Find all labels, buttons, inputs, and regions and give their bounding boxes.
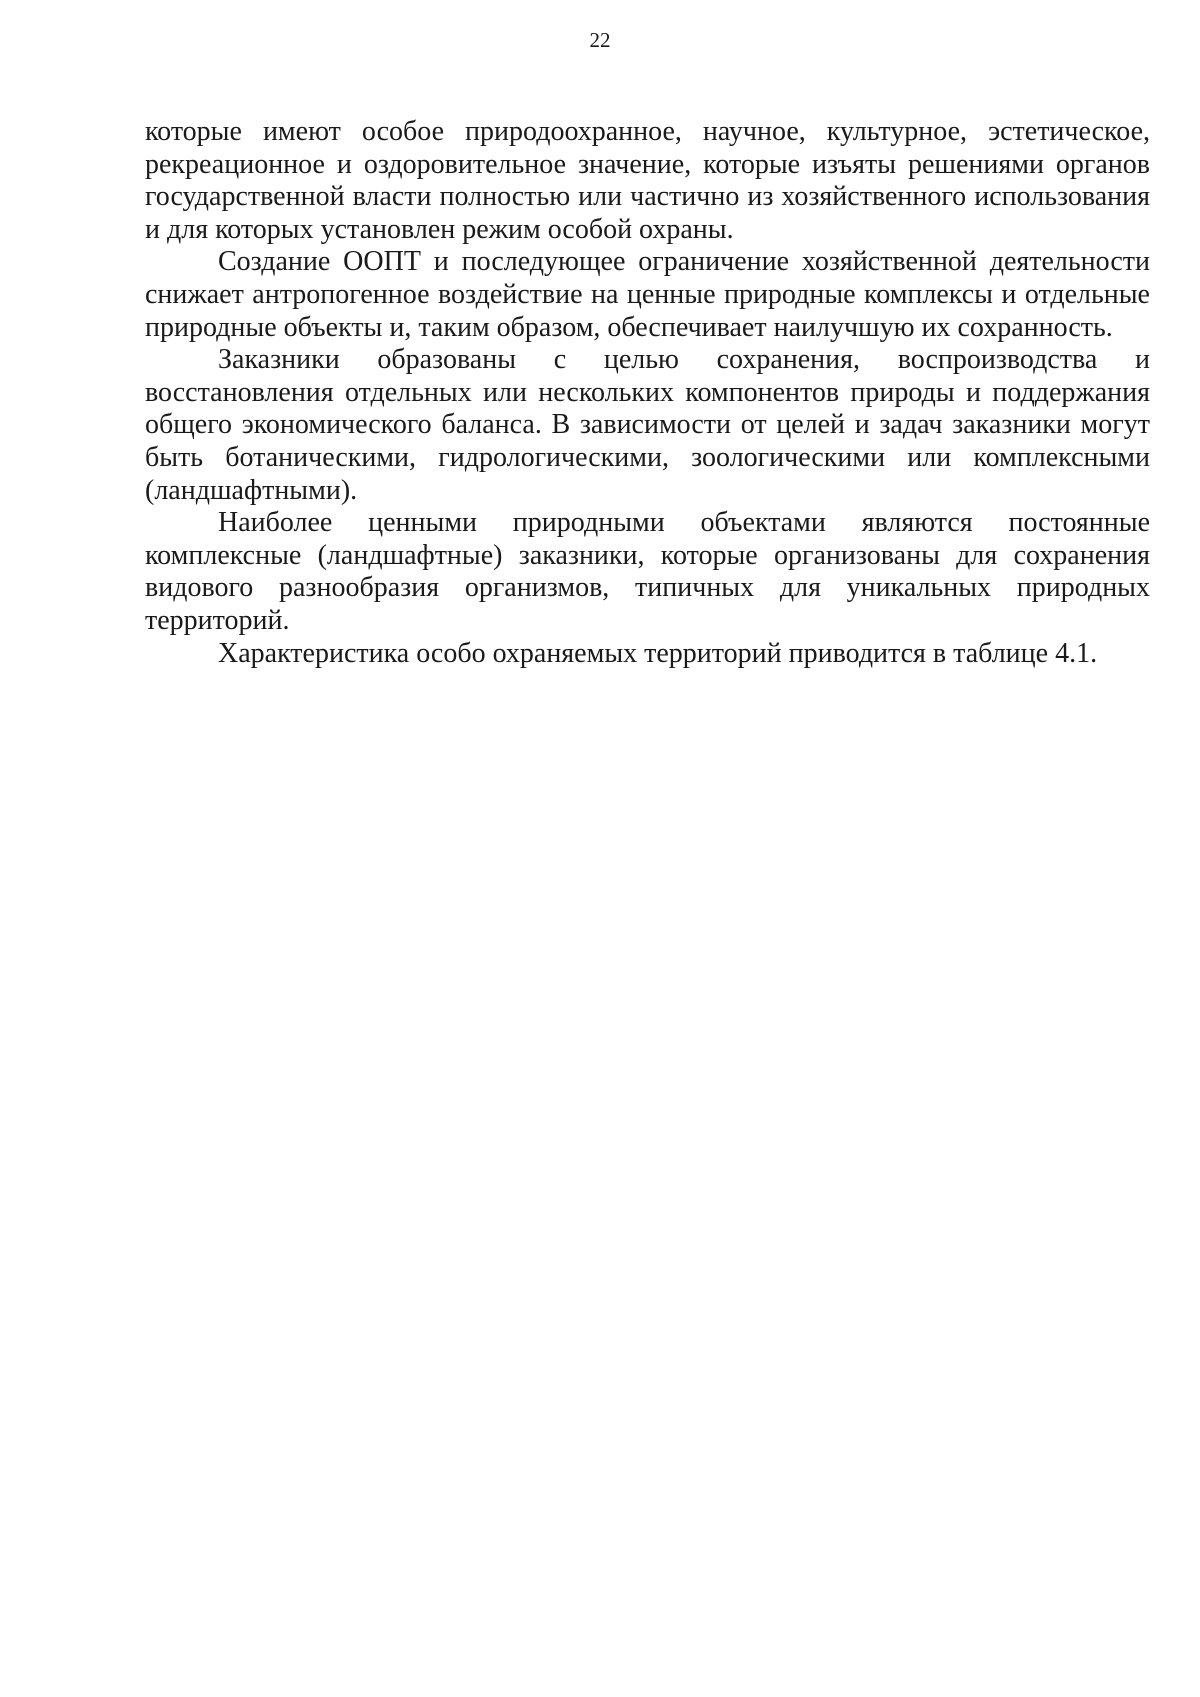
paragraph-5: Характеристика особо охраняемых территорий приводится в таблице 4.1. — [218, 637, 1098, 669]
paragraph-4: Наиболее ценными природными объектами являются постоянные комплексные (ландшафтные) заказники, которые организованы для сохранения видового разнообразия организмов, типичных для уникальных природных территорий. — [145, 507, 1150, 636]
paragraph-2: Создание ООПТ и последующее ограничение хозяйственной деятельности снижает антропогенное воздействие на ценные природные комплексы и отдельные природные объекты и, таким образом, обеспечивает наилучшую их сохранность. — [145, 246, 1150, 343]
document-body — [145, 116, 1150, 670]
page-number: 22 — [589, 28, 611, 52]
paragraph-1: которые имеют особое природоохранное, научное, культурное, эстетическое, рекреационное и оздоровительное значение, которые изъяты решениями органов государственной власти полностью или частично из хозяйственного использования и для которых установлен режим особой охраны. — [145, 116, 1150, 245]
paragraph-3: Заказники образованы с целью сохранения, воспроизводства и восстановления отдельных или нескольких компонентов природы и поддержания общего экономического баланса. В зависимости от целей и задач заказники могут быть ботаническими, гидрологическими, зоологическими или комплексными (ландшафтными). — [145, 344, 1150, 506]
